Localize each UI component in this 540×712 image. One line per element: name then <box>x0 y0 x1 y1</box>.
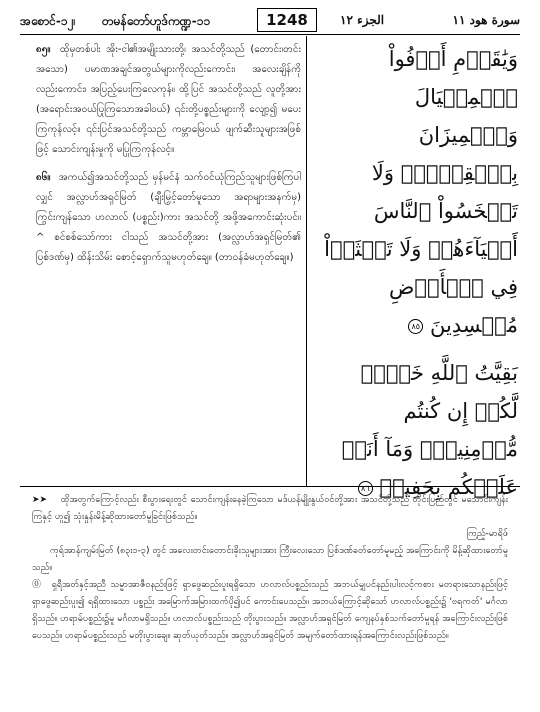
juz-label: الجزء ١٢ <box>340 13 385 27</box>
translation-para-86 <box>36 168 301 268</box>
footnote-1-source: ကြည့်-မာရိဖ် <box>466 529 508 539</box>
arabic-text-85: وَيَٰقَوۡمِ أَوۡفُواْ ٱلۡمِكۡيَالَ وَٱلۡمِيزَانَ بِٱلۡقِسۡطِۖ وَلَا تَبۡخَسُواْ ٱلنَّاسَ أَشۡيَآءَهُمۡ وَلَا تَعۡثَوۡاْ فِي ٱلۡأَرۡضِ مُفۡسِدِينَ <box>324 47 518 337</box>
header-left-label: အစောင်-၁၂၊ <box>20 14 76 28</box>
footnote-1 <box>32 492 508 526</box>
header-rule <box>20 34 520 35</box>
verse-number-85: ၈၅။ <box>36 44 51 55</box>
verse-end-marker-86: ٨٦ <box>358 481 373 496</box>
verse-end-marker-85: ٨٥ <box>408 319 423 334</box>
page-header <box>20 8 520 32</box>
verse-number-86: ၈၆။ <box>36 172 51 183</box>
footnote-3 <box>32 577 508 645</box>
column-divider <box>306 36 307 486</box>
surah-label: سورة هود ١١ <box>452 13 520 27</box>
translation-text-85: ထိုမှတစ်ပါး အိုး-ငါ၏အမျိုးသားတို့၊ အသင်တို့သည် (တောင်း၊တင်းအသော) ပမာဏအချင်အတွယ်များကိုလည်းကောင်း၊ အလေးချိန်ကိုလည်းကောင်း၊ အပြည့်ပေးကြလေကုန်။ ထို့ပြင် အသင်တို့သည် လူတို့အား (အရောင်းအဝယ်ပြုကြသောအခါဝယ်) ၎င်းတို့ပစ္စည်းများကို လျော့၍ မပေးကြကုန်လင့်။ ၎င်းပြင်အသင်တို့သည် ကမ္ဘာမြေဝယ် ဖျက်ဆီးသူများအဖြစ်ဖြင့် သောင်းကျန်းမှုကို မပြုကြကုန်လင့်။ <box>36 44 301 155</box>
arabic-verse-86 <box>318 354 518 506</box>
footnote-arrow-icon: ➤➤ <box>32 495 48 505</box>
footnotes <box>32 492 508 645</box>
footnote-1-text: ထိုအတွက်ကြောင့်လည်း စီးပွားရေးတွင် သောင်းကျန်းနေခဲ့ကြသော မဒ်ယန်မျိုးနွယ်ဝင်တို့အား အသင်တို့သည် တိုင်းပြည်တွင် မသောင်းကျန်းကြနှင့် ဟူ၍ သုံးနှုန်းမိန့်ဆိုထားတော်မူခြင်းဖြစ်သည်။ <box>32 495 508 522</box>
translation-column <box>36 40 301 276</box>
translation-para-85 <box>36 40 301 160</box>
page-number: 1248 <box>257 8 317 32</box>
footnote-2 <box>32 543 508 577</box>
translation-text-86: အကယ်၍အသင်တို့သည် မှန်မင်နံ သက်ဝင်ယုံကြည်သူများဖြစ်ကြပါလျှင် အလ္လာဟ်အရှင်မြတ် (ချီးမြှင့်တော်မူသော အရာများအနက်မှ) ကြွင်းကျန်သော ဟလာလ် (ပစ္စည်း)ကား အသင်တို့ အဖို့အကောင်းဆုံးပင်။ ^ စင်စစ်သော်ကား ငါသည် အသင်တို့အား (အလ္လာဟ်အရှင်မြတ်၏ ပြစ်ဒဏ်မှ) ထိန်းသိမ်း စောင့်ရှောက်သူမဟုတ်ချေ။ (တာဝန်ခံမဟုတ်ချေ။) <box>36 172 301 263</box>
arabic-column <box>318 40 518 506</box>
arabic-text-86: بَقِيَّتُ ٱللَّهِ خَيۡرٞ لَّكُمۡ إِن كُنتُم مُّؤۡمِنِينَۚ وَمَآ أَنَا۠ عَلَيۡكُم بِحَفِيظٖ <box>341 361 518 499</box>
footnote-rule <box>20 486 520 487</box>
arabic-verse-85 <box>318 40 518 344</box>
footnote-2-text: ကုရ်အာန်ကျမ်းမြတ် (၈၃း၁-၃) တွင် အလေးတင်းတောင်းခိုးသူများအား ကြီးလေးသော ပြစ်ဒဏ်ခတ်တော်မူမည့် အကြောင်းကို မိန့်ဆိုထားတော်မူသည်။ <box>32 546 508 573</box>
header-center-label: တမန်တော်ဟူဒ်ကဏ္ဍ-၁၁ <box>102 14 211 28</box>
footnote-3-text: ရှရီအတ်နှင့်အညီ သမ္မာအာဇီဝနည်းဖြင့် ရှာဖွေဆည်းပူးရရှိသော ဟလာလ်ပစ္စည်းသည် အဘယ်မျှပင်နည်းပါးလင့်ကစား မတရားသောနည်းဖြင့် ရှာဖွေဆည်းပူး၍ ရရှိထားသော ပစ္စည်း အမြောက်အမြားထက်ပို၍ပင် ကောင်းပေသည်။ အဘယ်ကြောင့်ဆိုသော် ဟလာလ်ပစ္စည်း၌ 'ဗရကတ်' မင်္ဂလာရှိသည်။ ဟရာမ်ပစ္စည်း၌မူ မင်္ဂလာမရှိသည်။ ဟလာလ်ပစ္စည်းသည် တိုးပွားသည်။ အလ္လာဟ်အရှင်မြတ် ကျေနပ်နှစ်သက်တော်မူရန် အကြောင်းလည်းဖြစ်ပေသည်။ ဟရာမ်ပစ္စည်းသည် မတိုးပွားချေ။ ဆုတ်ယုတ်သည်။ အလ္လာဟ်အရှင်မြတ် အမျက်တော်ထားရန်အကြောင်းလည်းဖြစ်သည်။ <box>32 580 508 641</box>
footnote-3-marker: ⓪ <box>32 580 43 590</box>
